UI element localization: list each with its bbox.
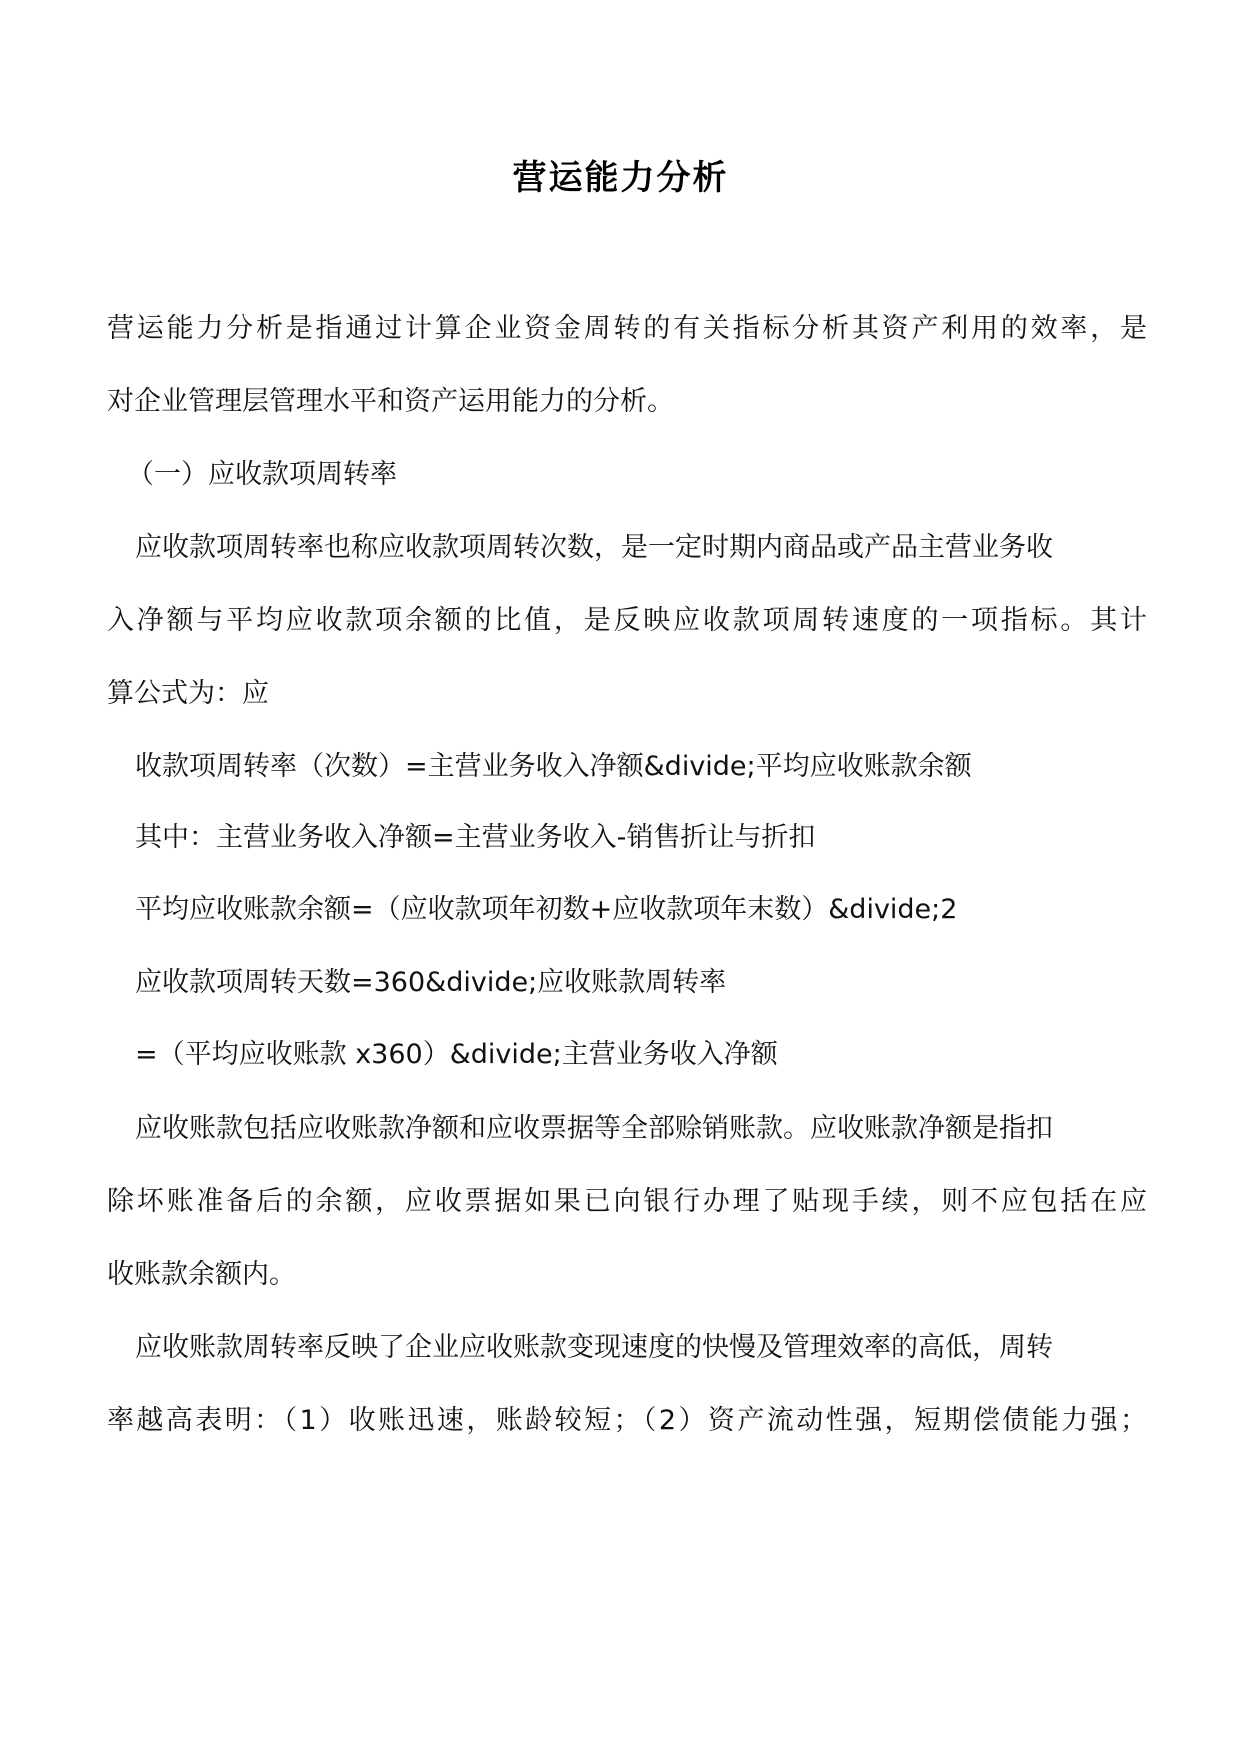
paragraph-line: 应收账款包括应收账款净额和应收票据等全部赊销账款。应收账款净额是指扣 [135,1113,1053,1144]
formula-line: 应收款项周转天数=360&divide;应收账款周转率 [135,967,727,998]
paragraph-line: 率越高表明：（1）收账迅速，账龄较短；（2）资产流动性强，短期偿债能力强； [107,1405,1147,1436]
paragraph-line: 应收款项周转率也称应收款项周转次数，是一定时期内商品或产品主营业务收 [135,532,1053,563]
document-title: 营运能力分析 [512,158,729,198]
formula-line: 收款项周转率（次数）=主营业务收入净额&divide;平均应收账款余额 [135,751,972,782]
paragraph-line: 对企业管理层管理水平和资产运用能力的分析。 [107,386,674,417]
paragraph-line: 收账款余额内。 [107,1259,296,1290]
formula-line: 其中：主营业务收入净额=主营业务收入-销售折让与折扣 [135,822,816,853]
paragraph-line: 算公式为：应 [107,678,269,709]
paragraph-line: 营运能力分析是指通过计算企业资金周转的有关指标分析其资产利用的效率，是 [107,313,1147,344]
paragraph-line: 除坏账准备后的余额，应收票据如果已向银行办理了贴现手续，则不应包括在应 [107,1186,1147,1217]
formula-line: 平均应收账款余额=（应收款项年初数+应收款项年末数）&divide;2 [135,894,958,925]
section-heading: （一）应收款项周转率 [127,459,397,490]
paragraph-line: 应收账款周转率反映了企业应收账款变现速度的快慢及管理效率的高低，周转 [135,1332,1053,1363]
formula-line: =（平均应收账款 x360）&divide;主营业务收入净额 [135,1039,778,1070]
paragraph-line: 入净额与平均应收款项余额的比值，是反映应收款项周转速度的一项指标。其计 [107,605,1147,636]
